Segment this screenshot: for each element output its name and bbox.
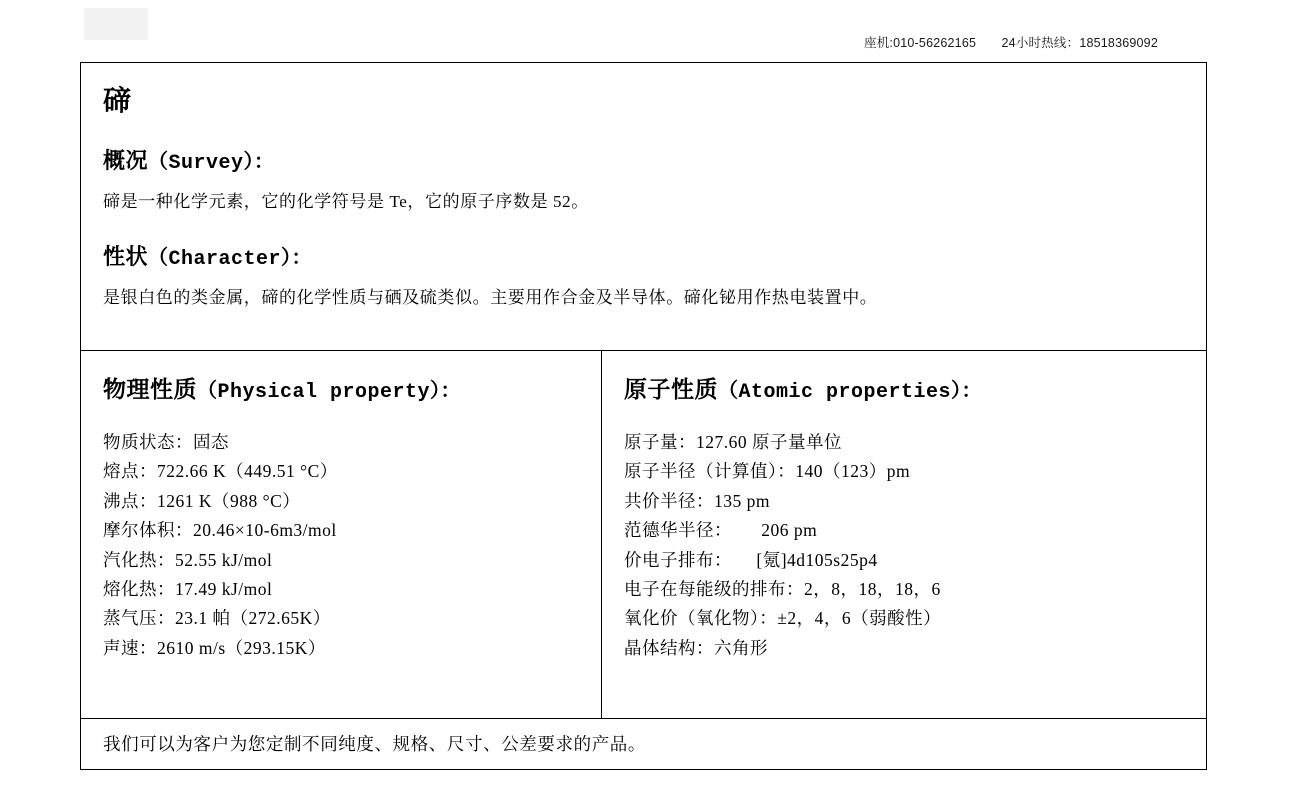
page-header xyxy=(0,0,1300,62)
atomic-properties-column xyxy=(602,351,1206,718)
hotline-label: 24小时热线：18518369092 xyxy=(1001,36,1158,50)
survey-heading-cn: 概况 xyxy=(103,147,149,173)
atomic-title-cn: 原子性质 xyxy=(624,377,718,402)
list-item: 晶体结构：六角形 xyxy=(624,637,768,658)
character-heading-cn: 性状 xyxy=(103,244,149,270)
customization-note: 我们可以为客户为您定制不同纯度、规格、尺寸、公差要求的产品。 xyxy=(103,734,646,754)
list-item: 蒸气压：23.1 帕（272.65K） xyxy=(103,608,331,629)
list-item: 物质状态：固态 xyxy=(103,432,229,452)
survey-heading xyxy=(103,144,1184,175)
list-item: 电子在每能级的排布：2，8，18，18，6 xyxy=(624,578,941,599)
survey-text: 碲是一种化学元素，它的化学符号是 Te，它的原子序数是 52。 xyxy=(103,191,589,211)
list-item: 范德华半径： 206 pm xyxy=(624,520,818,541)
element-info-card xyxy=(80,62,1207,770)
list-item: 氧化价（氧化物）：±2，4，6（弱酸性） xyxy=(624,608,942,629)
character-heading-en: （Character）： xyxy=(148,248,313,272)
survey-heading-en: （Survey）： xyxy=(148,151,275,175)
physical-properties-list xyxy=(103,428,579,663)
phone-label: 座机:010-56262165 xyxy=(864,36,977,50)
atomic-title-en: （Atomic properties）： xyxy=(718,381,983,404)
list-item: 熔化热：17.49 kJ/mol xyxy=(103,578,273,599)
atomic-properties-title xyxy=(624,371,1184,404)
list-item: 共价半径：135 pm xyxy=(624,490,770,511)
overview-section xyxy=(81,63,1206,351)
list-item: 原子半径（计算值）：140（123）pm xyxy=(624,461,911,482)
physical-properties-column xyxy=(81,351,602,718)
list-item: 声速：2610 m/s（293.15K） xyxy=(103,637,326,658)
list-item: 价电子排布： [氪]4d105s25p4 xyxy=(624,549,878,570)
character-heading xyxy=(103,240,1184,271)
list-item: 沸点：1261 K（988 °C） xyxy=(103,490,301,511)
logo xyxy=(84,8,148,40)
physical-title-en: （Physical property）： xyxy=(197,381,462,404)
physical-properties-title xyxy=(103,371,579,404)
properties-section xyxy=(81,351,1206,719)
atomic-properties-list xyxy=(624,428,1184,663)
list-item: 原子量：127.60 原子量单位 xyxy=(624,432,842,452)
page-title: 碲 xyxy=(103,86,133,117)
list-item: 摩尔体积：20.46×10-6m3/mol xyxy=(103,520,337,541)
list-item: 汽化热：52.55 kJ/mol xyxy=(103,549,273,570)
list-item: 熔点：722.66 K（449.51 °C） xyxy=(103,461,338,482)
physical-title-cn: 物理性质 xyxy=(103,377,197,402)
character-text: 是银白色的类金属，碲的化学性质与硒及硫类似。主要用作合金及半导体。碲化铋用作热电装置中。 xyxy=(103,288,878,308)
contact-info xyxy=(864,33,1158,51)
